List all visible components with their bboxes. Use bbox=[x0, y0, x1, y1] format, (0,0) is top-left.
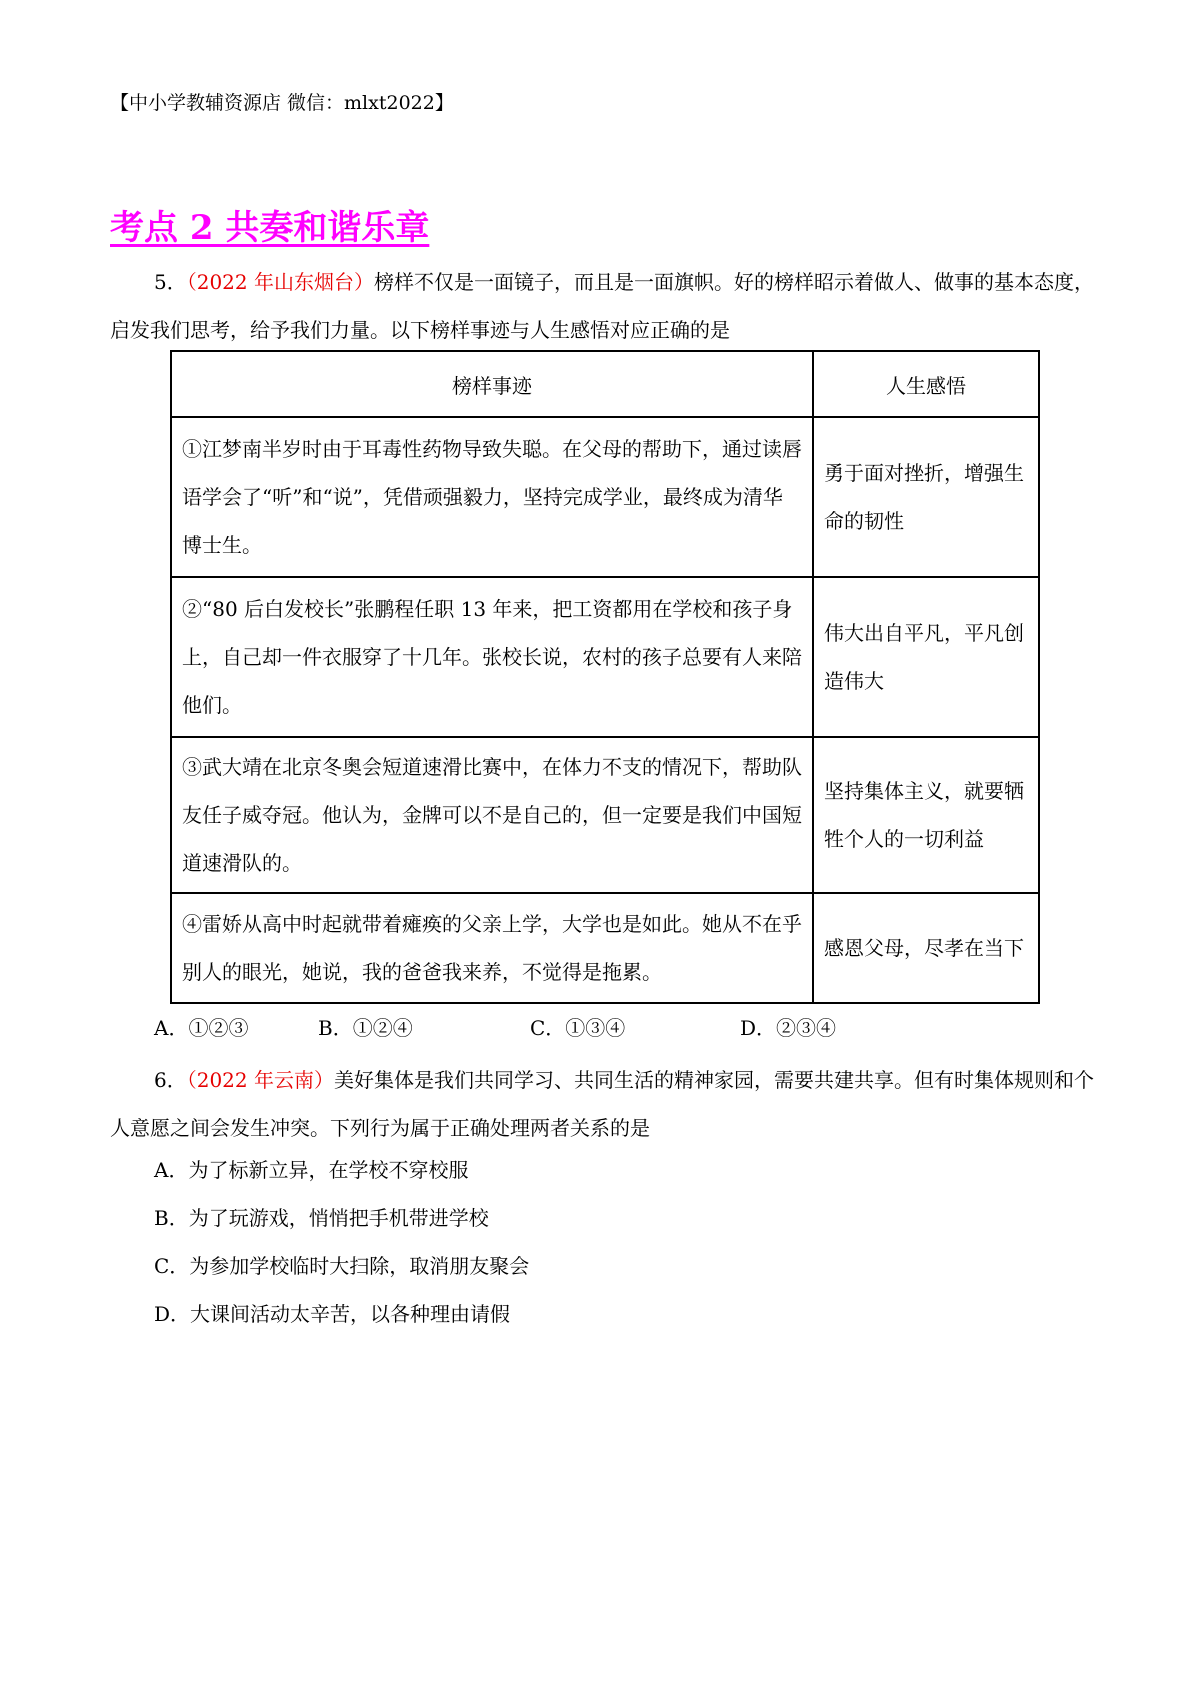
question-6-stem bbox=[110, 1056, 1100, 1152]
question-5-option-c[interactable]: C．①③④ bbox=[530, 1016, 626, 1040]
question-6-option-a[interactable]: A．为了标新立异，在学校不穿校服 bbox=[154, 1158, 469, 1182]
question-5-option-d[interactable]: D．②③④ bbox=[740, 1016, 837, 1040]
table-row bbox=[171, 737, 1039, 893]
table-header-deed: 榜样事迹 bbox=[171, 351, 813, 417]
header-watermark-tag: 【中小学教辅资源店 微信：mlxt2022】 bbox=[110, 92, 454, 114]
table-header-insight: 人生感悟 bbox=[813, 351, 1039, 417]
question-5-stem bbox=[110, 258, 1100, 354]
table-cell-deed: ②“80 后白发校长”张鹏程任职 13 年来，把工资都用在学校和孩子身上，自己却一件衣服穿了十几年。张校长说，农村的孩子总要有人来陪他们。 bbox=[171, 577, 813, 737]
table-cell-insight: 伟大出自平凡，平凡创造伟大 bbox=[813, 577, 1039, 737]
question-6-number: 6． bbox=[154, 1068, 187, 1092]
table-cell-deed: ④雷娇从高中时起就带着瘫痪的父亲上学，大学也是如此。她从不在乎别人的眼光，她说，我的爸爸我来养，不觉得是拖累。 bbox=[171, 893, 813, 1003]
question-6-option-d[interactable]: D．大课间活动太辛苦，以各种理由请假 bbox=[154, 1302, 511, 1326]
question-5-source: （2022 年山东烟台） bbox=[186, 270, 374, 294]
table-cell-insight: 坚持集体主义，就要牺牲个人的一切利益 bbox=[813, 737, 1039, 893]
section-title: 考点 2 共奏和谐乐章 bbox=[110, 208, 430, 248]
table-cell-insight: 感恩父母，尽孝在当下 bbox=[813, 893, 1039, 1003]
question-6-option-b[interactable]: B．为了玩游戏，悄悄把手机带进学校 bbox=[154, 1206, 489, 1230]
table-row bbox=[171, 893, 1039, 1003]
question-5-text: 榜样不仅是一面镜子，而且是一面旗帜。好的榜样昭示着做人、做事的基本态度，启发我们思考，给予我们力量。以下榜样事迹与人生感悟对应正确的是 bbox=[110, 270, 1094, 342]
table-cell-insight: 勇于面对挫折，增强生命的韧性 bbox=[813, 417, 1039, 577]
table-cell-deed: ③武大靖在北京冬奥会短道速滑比赛中，在体力不支的情况下，帮助队友任子威夺冠。他认为，金牌可以不是自己的，但一定要是我们中国短道速滑队的。 bbox=[171, 737, 813, 893]
question-5-number: 5． bbox=[154, 270, 187, 294]
table-row bbox=[171, 417, 1039, 577]
table-header-row bbox=[171, 351, 1039, 417]
question-6-text: 美好集体是我们共同学习、共同生活的精神家园，需要共建共享。但有时集体规则和个人意愿之间会发生冲突。下列行为属于正确处理两者关系的是 bbox=[110, 1068, 1094, 1140]
table-row bbox=[171, 577, 1039, 737]
exemplar-table bbox=[170, 350, 1040, 1004]
question-5-option-b[interactable]: B．①②④ bbox=[318, 1016, 413, 1040]
question-5-option-a[interactable]: A．①②③ bbox=[154, 1016, 249, 1040]
table-cell-deed: ①江梦南半岁时由于耳毒性药物导致失聪。在父母的帮助下，通过读唇语学会了“听”和“说”，凭借顽强毅力，坚持完成学业，最终成为清华博士生。 bbox=[171, 417, 813, 577]
question-6-option-c[interactable]: C．为参加学校临时大扫除，取消朋友聚会 bbox=[154, 1254, 530, 1278]
question-6-source: （2022 年云南） bbox=[186, 1068, 334, 1092]
